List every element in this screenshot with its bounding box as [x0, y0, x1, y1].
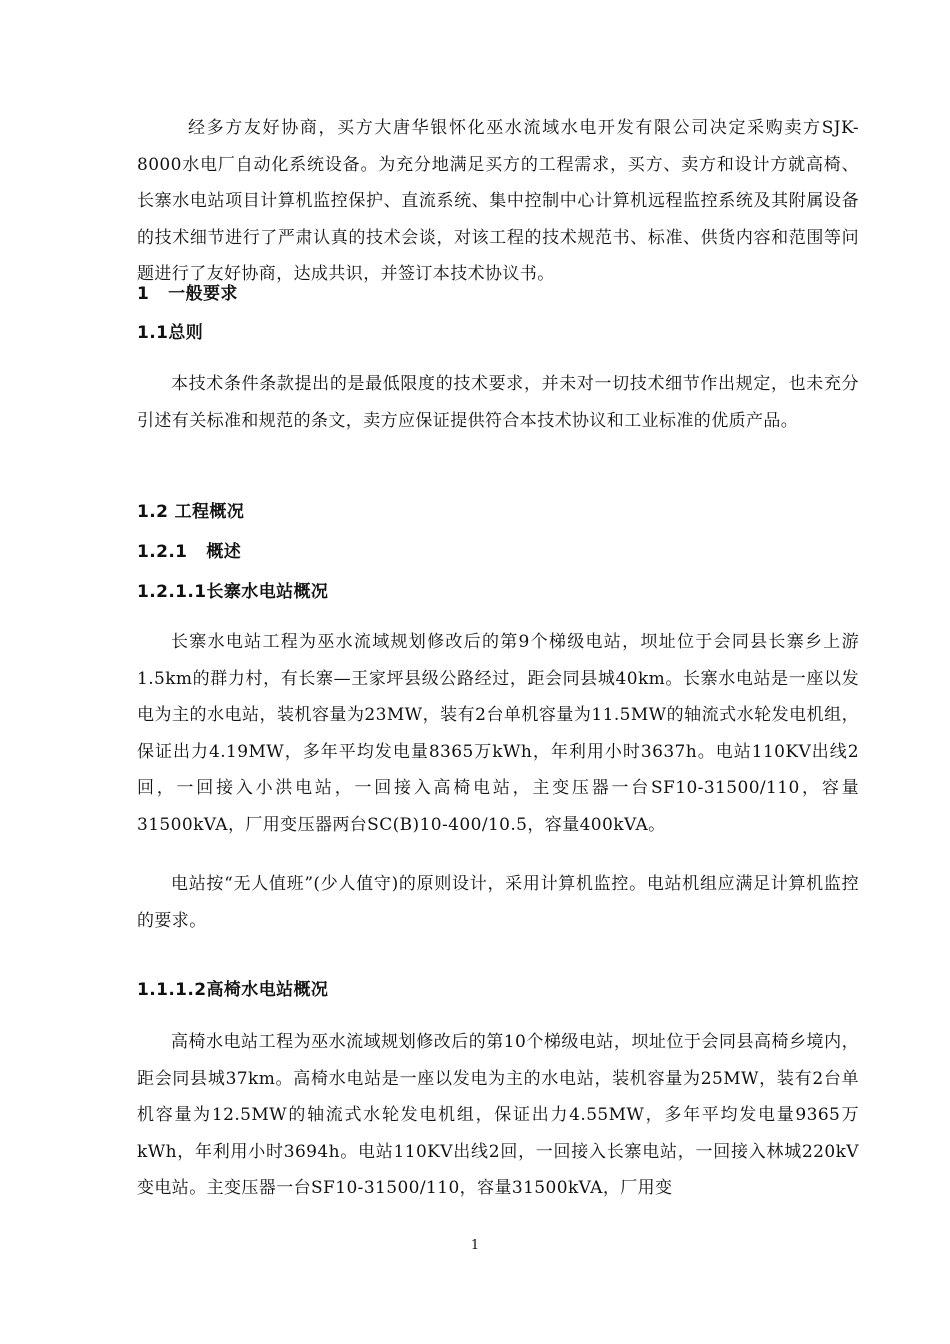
gaoyi-paragraph-1: 高椅水电站工程为巫水流域规划修改后的第10个梯级电站，坝址位于会同县高椅乡境内，距会同县城37km。高椅水电站是一座以发电为主的水电站，装机容量为25MW，装有2台单机容量为12.5MW的轴流式水轮发电机组，保证出力4.55MW，多年平均发电量9365万kWh，年利用小时3694h。电站110KV出线2回，一回接入长寨电站，一回接入林城220kV变电站。主变压器一台SF10-31500/110，容量31500kVA，厂用变: [137, 1032, 859, 1198]
section-heading-1-2-1: 1.2.1 概述: [137, 542, 242, 562]
section-heading-gaoyi: 1.1.1.2高椅水电站概况: [137, 980, 329, 1000]
section-heading-1: 1 一般要求: [137, 284, 238, 304]
section-heading-1-1: 1.1总则: [137, 323, 204, 343]
section-heading-1-2: 1.2 工程概况: [137, 502, 245, 522]
general-paragraph: 本技术条件条款提出的是最低限度的技术要求，并未对一切技术细节作出规定，也未充分引述有关标准和规范的条文，卖方应保证提供符合本技术协议和工业标准的优质产品。: [137, 374, 859, 431]
intro-paragraph: 经多方友好协商，买方大唐华银怀化巫水流域水电开发有限公司决定采购卖方SJK-8000水电厂自动化系统设备。为充分地满足买方的工程需求，买方、卖方和设计方就高椅、长寨水电站项目计算机监控保护、直流系统、集中控制中心计算机远程监控系统及其附属设备的技术细节进行了严肃认真的技术会谈，对该工程的技术规范书、标准、供货内容和范围等问题进行了友好协商，达成共识，并签订本技术协议书。: [137, 118, 859, 284]
changzhai-paragraph-2: 电站按“无人值班”(少人值守)的原则设计，采用计算机监控。电站机组应满足计算机监控的要求。: [137, 874, 859, 931]
changzhai-paragraph-1: 长寨水电站工程为巫水流域规划修改后的第9个梯级电站，坝址位于会同县长寨乡上游1.5km的群力村，有长寨—王家坪县级公路经过，距会同县城40km。长寨水电站是一座以发电为主的水电站，装机容量为23MW，装有2台单机容量为11.5MW的轴流式水轮发电机组，保证出力4.19MW，多年平均发电量8365万kWh，年利用小时3637h。电站110KV出线2回，一回接入小洪电站，一回接入高椅电站，主变压器一台SF10-31500/110，容量31500kVA，厂用变压器两台SC(B)10-400/10.5，容量400kVA。: [137, 632, 859, 835]
page-number: 1: [470, 1238, 480, 1253]
section-heading-changzhai: 1.2.1.1长寨水电站概况: [137, 582, 329, 602]
